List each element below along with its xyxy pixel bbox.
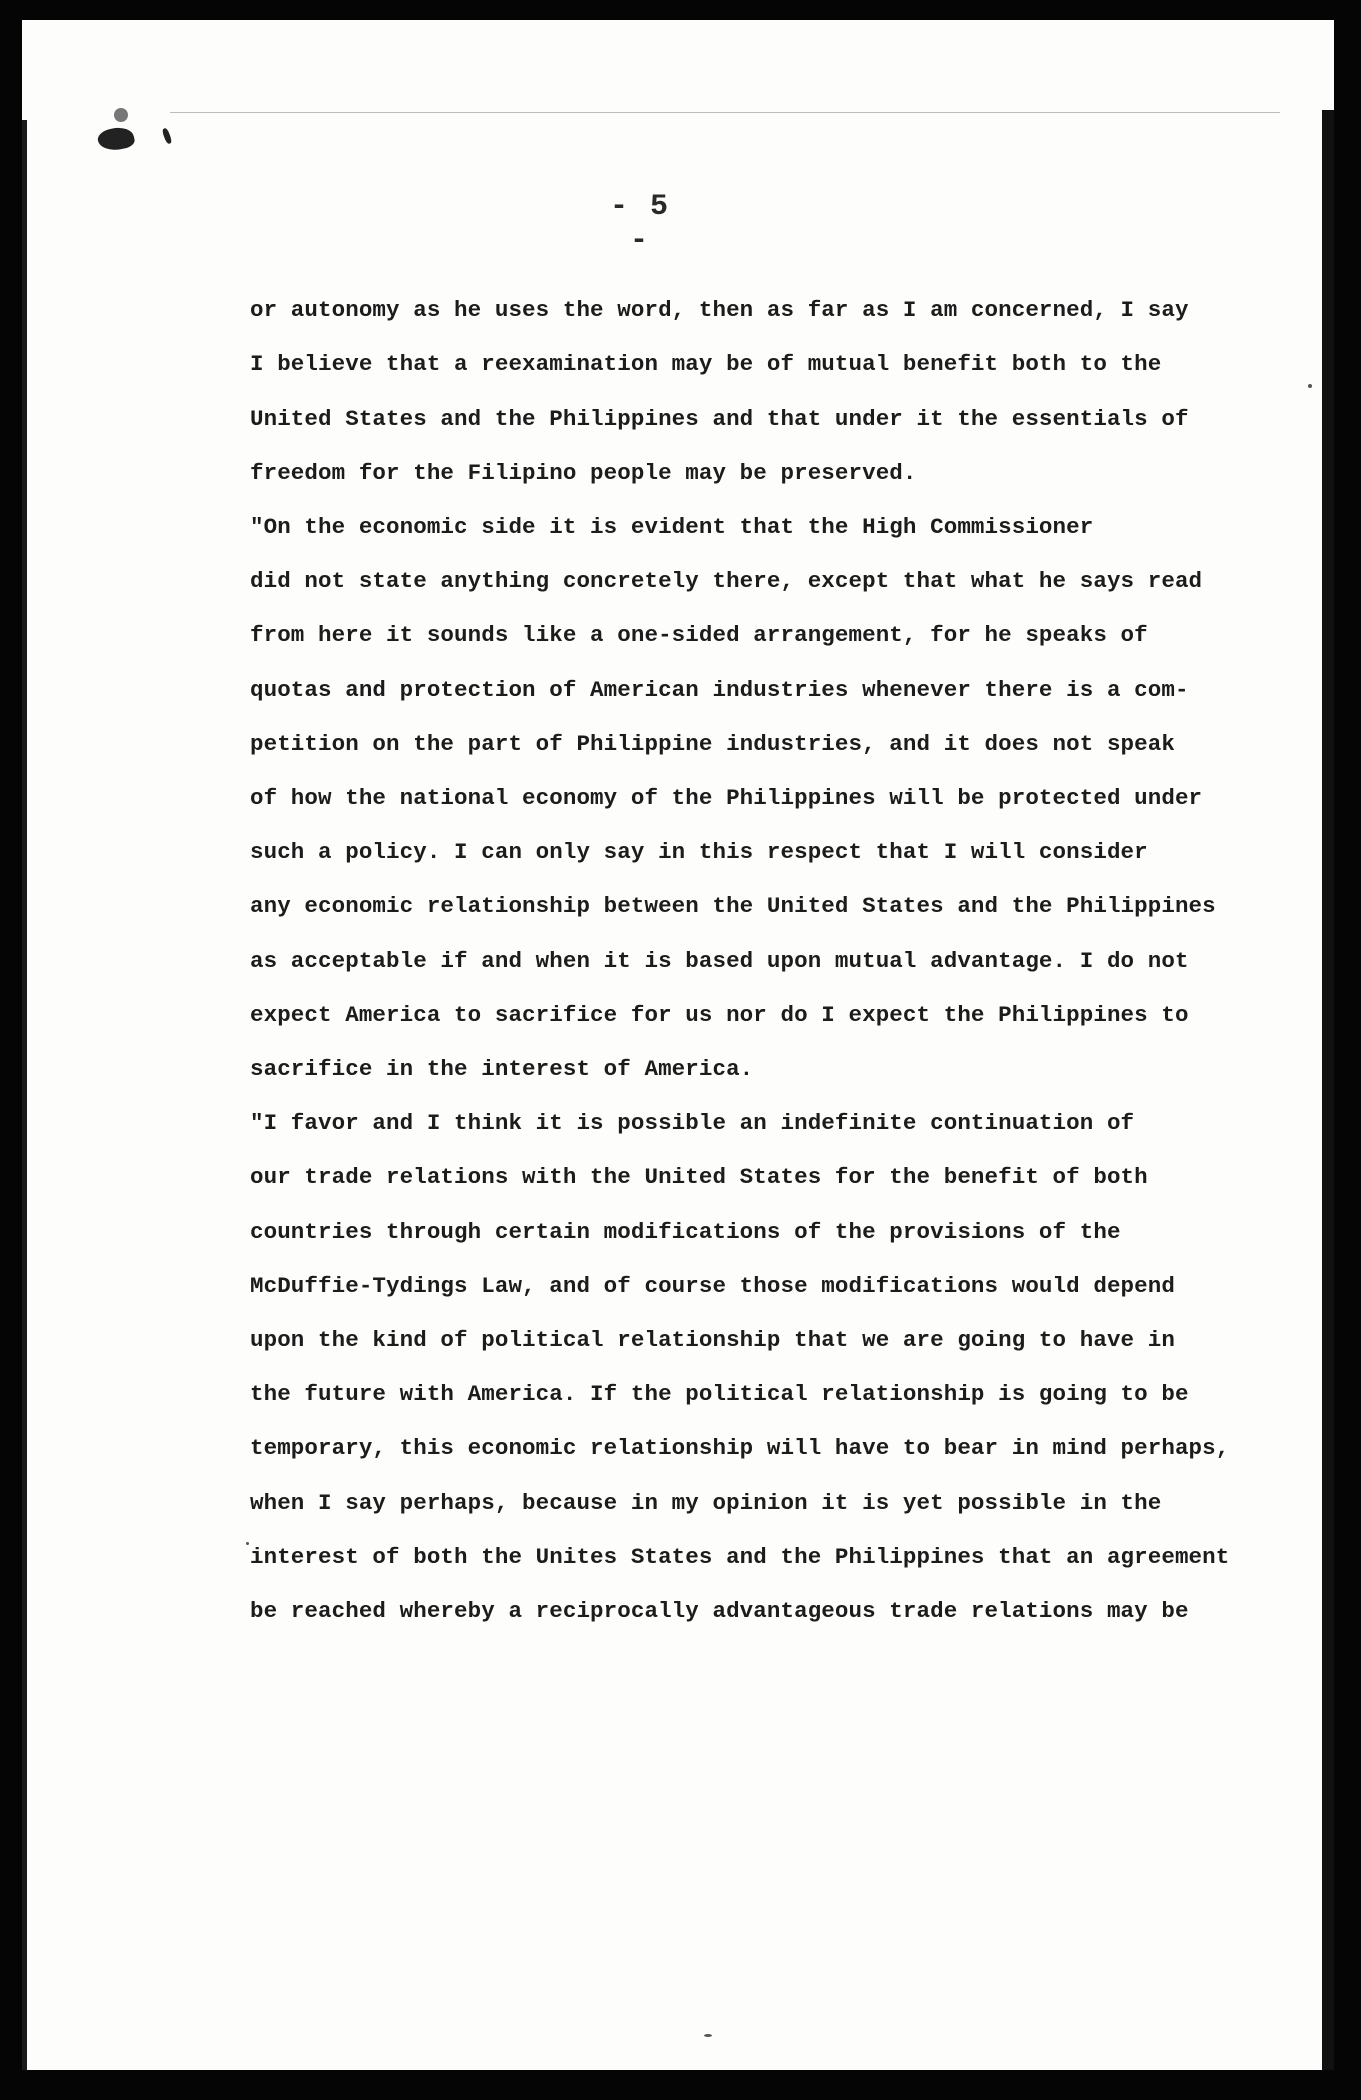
text-line: petition on the part of Philippine industries, and it does not speak [250,731,1175,757]
ink-blot [114,108,128,122]
page-number: - 5 - [609,190,670,258]
text-line: upon the kind of political relationship that we are going to have in [250,1327,1175,1353]
text-line: or autonomy as he uses the word, then as far as I am concerned, I say [250,297,1189,323]
text-line: interest of both the Unites States and the Philippines that an agreement [250,1544,1230,1570]
text-line: McDuffie-Tydings Law, and of course those modifications would depend [250,1273,1175,1299]
text-line: expect America to sacrifice for us nor do I expect the Philippines to [250,1002,1189,1028]
text-line: countries through certain modifications of the provisions of the [250,1219,1121,1245]
text-line: temporary, this economic relationship will have to bear in mind perhaps, [250,1435,1230,1461]
text-line: our trade relations with the United States for the benefit of both [250,1164,1148,1190]
text-line: from here it sounds like a one-sided arrangement, for he speaks of [250,622,1148,648]
text-line: quotas and protection of American industries whenever there is a com- [250,677,1189,703]
text-line: freedom for the Filipino people may be preserved. [250,460,917,486]
text-line: when I say perhaps, because in my opinion it is yet possible in the [250,1490,1162,1516]
text-line: "On the economic side it is evident that the High Commissioner [250,514,1094,540]
text-line: of how the national economy of the Philippines will be protected under [250,785,1203,811]
text-line: be reached whereby a reciprocally advantageous trade relations may be [250,1598,1189,1624]
text-line: the future with America. If the political relationship is going to be [250,1381,1189,1407]
text-line: sacrifice in the interest of America. [250,1056,754,1082]
left-scan-shadow [22,120,27,2070]
scan-speck [704,2034,712,2037]
text-line: "I favor and I think it is possible an indefinite continuation of [250,1110,1135,1136]
text-line: any economic relationship between the United States and the Philippines [250,893,1216,919]
faint-top-rule [170,112,1280,113]
scan-speck [246,1542,249,1545]
right-scan-edge [1322,110,1334,2070]
text-line: I believe that a reexamination may be of mutual benefit both to the [250,351,1162,377]
scan-speck [1308,384,1312,388]
paper-sheet [22,20,1334,2070]
text-line: as acceptable if and when it is based upon mutual advantage. I do not [250,948,1189,974]
text-line: United States and the Philippines and that under it the essentials of [250,406,1189,432]
text-line: such a policy. I can only say in this respect that I will consider [250,839,1148,865]
text-line: did not state anything concretely there, except that what he says read [250,568,1203,594]
